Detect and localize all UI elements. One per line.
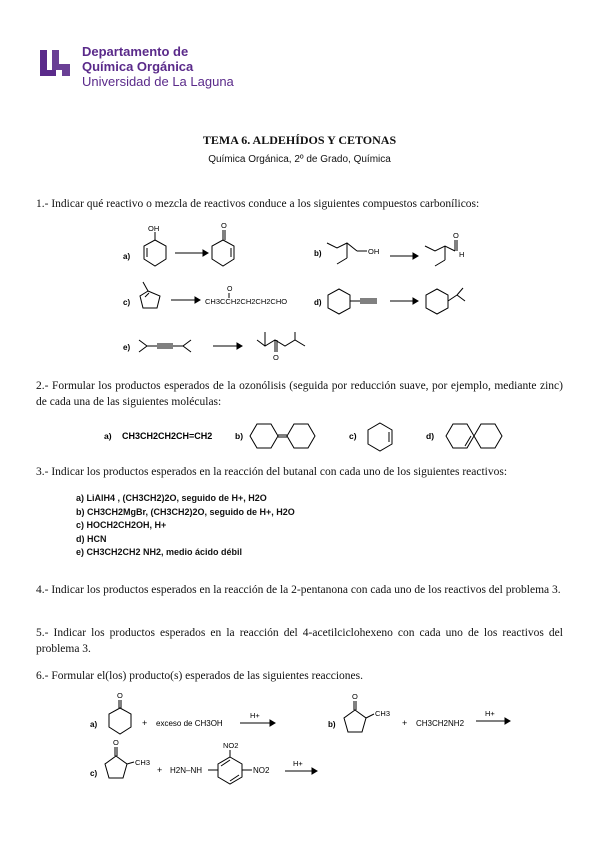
- q2-label-a: a): [104, 431, 112, 441]
- question-6-text: 6.- Formular el(los) producto(s) esperados de las siguientes reacciones.: [36, 670, 364, 682]
- q6-b-acid: H+: [485, 709, 495, 718]
- cyclohexyl-methyl-ketone-structure: [426, 288, 465, 314]
- reagent-item: e) CH3CH2CH2 NH2, medio ácido débil: [76, 547, 243, 557]
- q6-b-plus: +: [402, 718, 408, 728]
- question-5-text: 5.- Indicar los productos esperados en la reacción del 4-acetilciclohexeno con cada uno de los reactivos del problema 3.: [36, 627, 563, 655]
- q1-label-b: b): [314, 249, 322, 258]
- cyclohexylacetylene-structure: [328, 289, 377, 314]
- octahydronaphthalene-structure: [446, 424, 502, 448]
- q6-label-b: b): [328, 720, 336, 729]
- reaction-arrow: [171, 297, 200, 303]
- reagent-item: b) CH3CH2MgBr, (CH3CH2)2O, seguido de H+, H2O: [76, 506, 295, 517]
- q6-c-no2-ortho: NO2: [223, 741, 239, 750]
- question-6-figure: [80, 690, 530, 790]
- reagent-item: d) HCN: [76, 533, 107, 544]
- reagent-item: c) HOCH2CH2OH, H+: [76, 520, 167, 530]
- q6-b-ch3: CH3: [375, 709, 391, 718]
- q6-b-reagent: CH3CH2NH2: [416, 719, 465, 728]
- dimethylhexanone-structure: [257, 332, 305, 352]
- logo-line-1: Departamento de: [82, 44, 189, 59]
- question-2-figure: [100, 418, 520, 454]
- reaction-arrow: [285, 768, 317, 774]
- question-2-text: 2.- Formular los productos esperados de la ozonólisis (seguida por reducción suave, por ejemplo, mediante zinc) de cada una de las siguientes moléculas:: [36, 380, 563, 408]
- q6-c-o: O: [113, 738, 119, 747]
- q1-label-c: c): [123, 298, 131, 307]
- q6-a-reagent: exceso de CH3OH: [156, 719, 223, 728]
- cyclohexene-structure: [368, 423, 392, 451]
- q6-label-a: a): [90, 720, 98, 729]
- q1-a-oh: OH: [148, 224, 160, 233]
- q6-c-no2-para: NO2: [253, 766, 270, 775]
- q1-label-e: e): [123, 343, 131, 352]
- bicyclohexylidene-structure: [250, 424, 315, 448]
- q6-a-plus: +: [142, 718, 148, 728]
- page-subtitle: Química Orgánica, 2º de Grado, Química: [208, 154, 391, 165]
- q6-c-ch3: CH3: [135, 758, 151, 767]
- q6-label-c: c): [90, 769, 98, 778]
- university-logo: [38, 42, 238, 92]
- q2-label-d: d): [426, 431, 435, 441]
- branched-aldehyde-structure: [425, 240, 457, 266]
- reaction-arrow: [240, 720, 275, 726]
- q6-a-o: O: [117, 691, 123, 700]
- q1-label-d: d): [314, 298, 322, 307]
- q6-b-o: O: [352, 692, 358, 701]
- q2-label-b: b): [235, 431, 244, 441]
- logo-text: [82, 44, 234, 89]
- reaction-arrow: [175, 250, 208, 256]
- q1-label-a: a): [123, 252, 131, 261]
- q1-b-o: O: [453, 231, 459, 240]
- q1-b-h: H: [459, 250, 465, 259]
- logo-line-2: Química Orgánica: [82, 59, 194, 74]
- question-4-text: 4.- Indicar los productos esperados en la reacción de la 2-pentanona con cada uno de los reactivos del problema 3.: [36, 584, 561, 596]
- reaction-arrow: [476, 718, 510, 724]
- q1-e-o: O: [273, 353, 279, 362]
- logo-line-3: Universidad de La Laguna: [82, 74, 234, 89]
- cyclohexanone-structure: [109, 700, 131, 734]
- q1-c-product: CH3CCH2CH2CH2CHO: [205, 297, 288, 306]
- question-1-text: 1.- Indicar qué reactivo o mezcla de reactivos conduce a los siguientes compuestos carbonílicos:: [36, 198, 480, 210]
- q6-c-acid: H+: [293, 759, 303, 768]
- reaction-arrow: [390, 253, 418, 259]
- cyclohexenone-structure: [212, 230, 234, 266]
- cyclohexenol-structure: [144, 232, 166, 266]
- question-1-figure: [115, 218, 515, 378]
- q6-c-plus: +: [157, 765, 163, 775]
- methylcyclopentene-structure: [140, 282, 160, 308]
- dimethylhexyne-structure: [139, 340, 191, 352]
- q6-c-reagent: H2N–NH: [170, 766, 203, 775]
- reagent-item: a) LiAlH4 , (CH3CH2)2O, seguido de H+, H2O: [76, 493, 267, 503]
- reagent-list: [76, 492, 295, 560]
- methylcyclopentanone-structure: [344, 701, 374, 732]
- question-3-text: 3.- Indicar los productos esperados en la reacción del butanal con cada uno de los siguientes reactivos:: [36, 466, 508, 478]
- q1-b-oh: OH: [368, 247, 380, 256]
- q2-a-formula: CH3CH2CH2CH=CH2: [122, 431, 213, 441]
- methylcyclopentanone-structure: [105, 747, 134, 778]
- q1-c-o: O: [227, 286, 233, 293]
- page-title: TEMA 6. ALDEHÍDOS Y CETONAS: [202, 133, 397, 147]
- dinitrophenyl-structure: [208, 750, 252, 784]
- q6-a-acid: H+: [250, 711, 260, 720]
- q1-a-o: O: [221, 221, 227, 230]
- reaction-arrow: [390, 298, 418, 304]
- ull-logo-icon: [38, 46, 72, 80]
- reaction-arrow: [213, 343, 242, 349]
- q2-label-c: c): [349, 431, 357, 441]
- branched-alcohol-structure: [327, 243, 367, 264]
